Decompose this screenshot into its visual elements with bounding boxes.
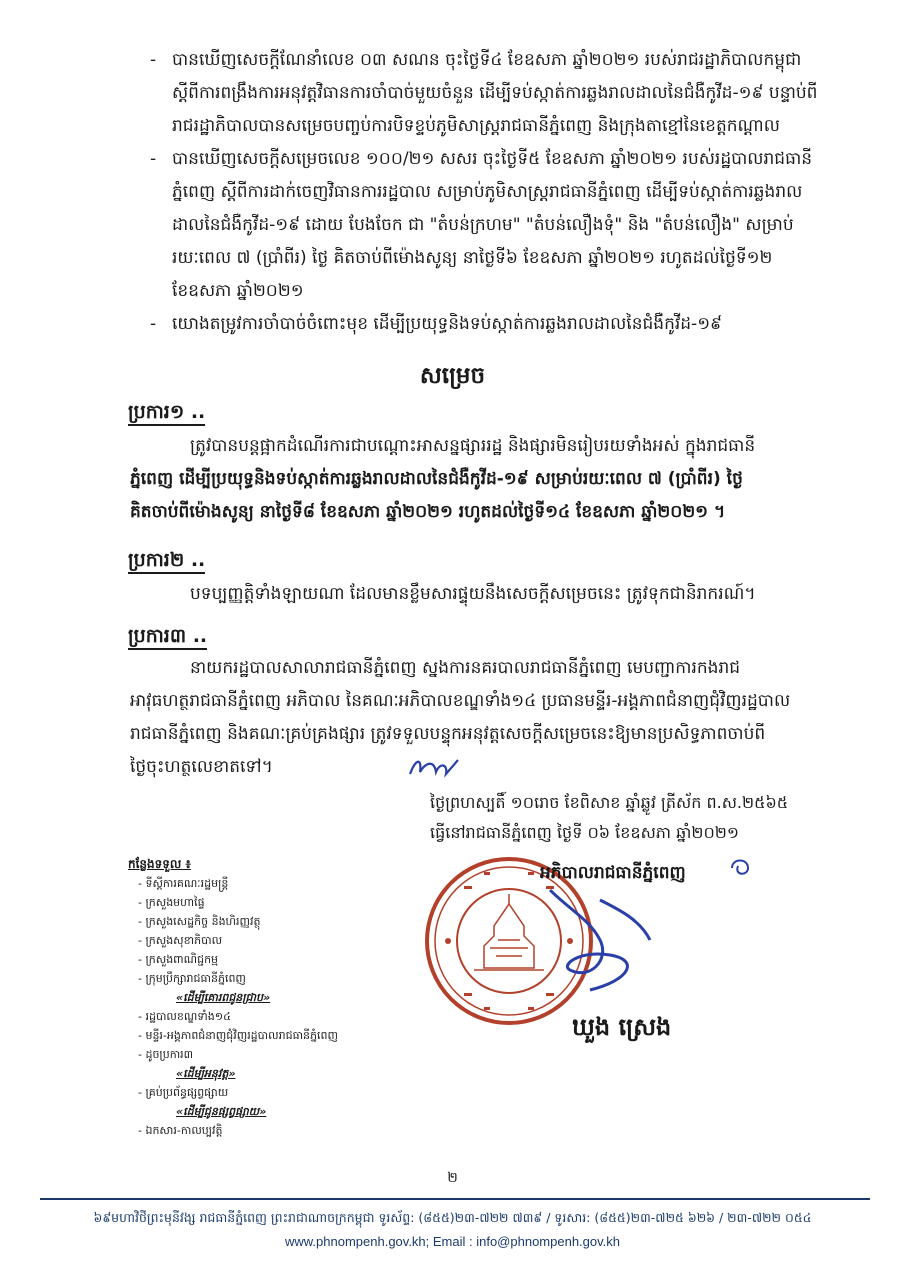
date-block xyxy=(430,788,870,848)
recipient-item: - ទីស្តីការគណៈរដ្ឋមន្ត្រី xyxy=(138,877,229,890)
article-3-body: នាយករដ្ឋបាលសាលារាជធានីភ្នំពេញ ស្នងការនគរបាលរាជធានីភ្នំពេញ មេបញ្ជាការកងរាជ អាវុធហត្ថរាជធានីភ្នំពេញ អភិបាល នៃគណៈអភិបាលខណ្ឌទាំង១៤ ប្រធានមន្ទីរ-អង្គភាពជំនាញជុំវិញរដ្ឋបាល រាជធានីភ្នំពេញ និងគណៈគ្រប់គ្រងផ្សារ ត្រូវទទួលបន្ទុកអនុវត្តសេចក្តីសម្រេចនេះឱ្យមានប្រសិទ្ធភាពចាប់ពី ថ្ងៃចុះហត្ថលេខាតទៅ។ xyxy=(130,658,791,777)
article-1-heading: ប្រការ១ .. xyxy=(128,400,205,428)
footer-divider xyxy=(40,1198,870,1200)
article-1-body: ត្រូវបានបន្តផ្អាកដំណើរការជាបណ្តោះអាសន្នផ្សាររដ្ឋ និងផ្សារមិនរៀបរយទាំងអស់ ក្នុងរាជធានី ភ្នំពេញ ដើម្បីប្រយុទ្ធនិងទប់ស្កាត់ការឆ្លងរាលដាលនៃជំងឺកូវីដ-១៩ សម្រាប់រយៈពេល ៧ (ប្រាំពីរ) ថ្ងៃ គិតចាប់ពីម៉ោងសូន្យ នាថ្ងៃទី៨ ខែឧសភា ឆ្នាំ២០២១ រហូតដល់ថ្ងៃទី១៤ ខែឧសភា ឆ្នាំ២០២១ ។ xyxy=(130,436,756,522)
consideration-item: - យោងតម្រូវការចាំបាច់ចំពោះមុខ ដើម្បីប្រយុទ្ធនិងទប់ស្កាត់ការឆ្លងរាលដាលនៃជំងឺកូវីដ-១៩ xyxy=(150,314,723,334)
article-2-body: បទប្បញ្ញត្តិទាំងឡាយណា ដែលមានខ្លឹមសារផ្ទុយនឹងសេចក្តីសម្រេចនេះ ត្រូវទុកជានិរាករណ៍។ xyxy=(190,584,756,604)
recipients-list xyxy=(128,855,398,1140)
recipient-item: - ក្រសួងពាណិជ្ជកម្ម xyxy=(138,953,219,966)
recipient-item: - ក្រសួងមហាផ្ទៃ xyxy=(138,896,205,909)
recipients-title: កន្លែងទទួល ៖ xyxy=(128,857,191,871)
page-number: ២ xyxy=(447,1170,458,1186)
recipient-purpose: «ដើម្បីអនុវត្ត» xyxy=(176,1067,236,1080)
decision-title: សម្រេច xyxy=(419,363,486,389)
recipient-item: - រដ្ឋបាលខណ្ឌទាំង១៤ xyxy=(138,1010,231,1023)
article-3-heading: ប្រការ៣ .. xyxy=(128,624,207,652)
handwritten-initials-icon xyxy=(406,752,466,782)
recipient-item: - ឯកសារ-កាលប្បវត្តិ xyxy=(138,1124,223,1137)
signature-icon xyxy=(530,880,660,1000)
signer-name: ឃួង ស្រេង xyxy=(572,1013,672,1041)
recipient-item: - ក្រសួងសេដ្ឋកិច្ច និងហិរញ្ញវត្ថុ xyxy=(138,915,261,928)
consideration-item: - បានឃើញសេចក្តីណែនាំលេខ ០៣ សណន ចុះថ្ងៃទី៤ ខែឧសភា ឆ្នាំ២០២១ របស់រាជរដ្ឋាភិបាលកម្ពុជា ស្តីពីការពង្រឹងការអនុវត្តវិធានការចាំបាច់មួយចំនួន ដើម្បីទប់ស្កាត់ការឆ្លងរាលដាលនៃជំងឺកូវីដ-១៩ បន្ទាប់ពី រាជរដ្ឋាភិបាលបានសម្រេចបញ្ចប់ការបិទខ្ទប់ភូមិសាស្ត្ររាជធានីភ្នំពេញ និងក្រុងតាខ្មៅនៃខេត្តកណ្តាល xyxy=(150,50,818,136)
recipient-item: - ក្រសួងសុខាភិបាល xyxy=(138,934,223,947)
recipient-item: - ក្រុមប្រឹក្សារាជធានីភ្នំពេញ xyxy=(138,972,246,985)
date-solar: ធ្វើនៅរាជធានីភ្នំពេញ ថ្ងៃទី ០៦ ខែឧសភា ឆ្នាំ២០២១ xyxy=(430,823,740,842)
footer-address: ៦៩មហាវិថីព្រះមុនីវង្ស រាជធានីភ្នំពេញ ព្រះរាជាណាចក្រកម្ពុជា ទូរស័ព្ទ: (៨៥៥)២៣-៧២២ ៧៣៩ / ទូរសារ: (៨៥៥)២៣-៧២៥ ៦២៦ / ២៣-៧២២ ០៥៤ xyxy=(93,1210,812,1225)
recipient-purpose: «ដើម្បីជូនផ្សព្វផ្សាយ» xyxy=(176,1105,267,1118)
considerations-list xyxy=(150,44,840,341)
recipient-item: - ដូចប្រការ៣ xyxy=(138,1048,194,1061)
handwritten-initials-icon xyxy=(726,856,756,878)
signer-title: អភិបាលរាជធានីភ្នំពេញ xyxy=(540,863,686,883)
footer-web-email: www.phnompenh.gov.kh; Email : info@phnompenh.gov.kh xyxy=(284,1234,621,1249)
consideration-item: - បានឃើញសេចក្តីសម្រេចលេខ ១០០/២១ សសរ ចុះថ្ងៃទី៥ ខែឧសភា ឆ្នាំ២០២១ របស់រដ្ឋបាលរាជធានី ភ្នំពេញ ស្តីពីការដាក់ចេញវិធានការរដ្ឋបាល សម្រាប់ភូមិសាស្ត្ររាជធានីភ្នំពេញ ដើម្បីទប់ស្កាត់ការឆ្លងរាល ដាលនៃជំងឺកូវីដ-១៩ ដោយ បែងចែក ជា "តំបន់ក្រហម" "តំបន់លឿងទុំ" និង "តំបន់លឿង" សម្រាប់ រយៈពេល ៧ (ប្រាំពីរ) ថ្ងៃ គិតចាប់ពីម៉ោងសូន្យ នាថ្ងៃទី៦ ខែឧសភា ឆ្នាំ២០២១ រហូតដល់ថ្ងៃទី១២ ខែឧសភា ឆ្នាំ២០២១ xyxy=(150,149,813,301)
recipient-item: - មន្ទីរ-អង្គភាពជំនាញជុំវិញរដ្ឋបាលរាជធានីភ្នំពេញ xyxy=(138,1029,338,1042)
recipient-purpose: «ដើម្បីគោរពជូនជ្រាប» xyxy=(176,991,271,1004)
recipient-item: - គ្រប់ប្រព័ន្ធផ្សព្វផ្សាយ xyxy=(138,1086,229,1099)
article-2-heading: ប្រការ២ .. xyxy=(128,548,205,576)
date-lunar: ថ្ងៃព្រហស្បតិ៍ ១០រោច ខែពិសាខ ឆ្នាំឆ្លូវ ត្រីស័ក ព.ស.២៥៦៥ xyxy=(430,793,789,812)
